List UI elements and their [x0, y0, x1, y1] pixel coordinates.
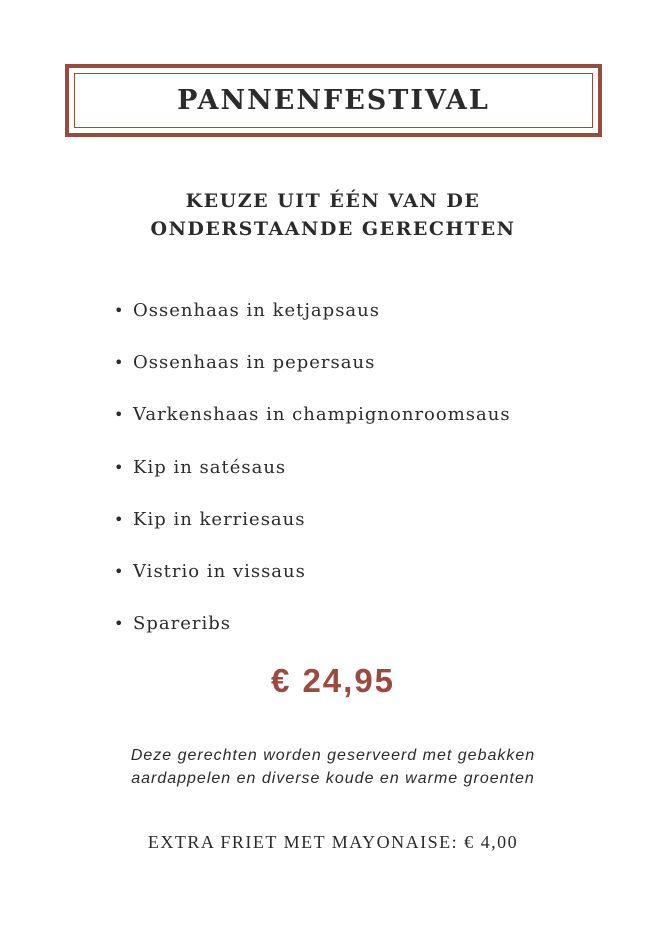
subtitle-line-2: ONDERSTAANDE GERECHTEN	[150, 218, 516, 240]
dish-label: Vistrio in vissaus	[133, 561, 306, 583]
dish-item	[114, 389, 511, 441]
subtitle-line-1: KEUZE UIT ÉÉN VAN DE	[185, 190, 481, 212]
title-frame	[65, 64, 602, 137]
dish-label: Ossenhaas in ketjapsaus	[133, 299, 380, 321]
dish-label: Kip in satésaus	[133, 456, 287, 478]
dish-label: Ossenhaas in pepersaus	[133, 351, 376, 373]
bullet-icon: •	[114, 562, 125, 582]
menu-subtitle	[0, 187, 666, 243]
bullet-icon: •	[114, 509, 125, 529]
bullet-icon: •	[114, 352, 125, 372]
dish-item	[114, 336, 511, 388]
bullet-icon: •	[114, 405, 125, 425]
serving-note	[0, 744, 666, 790]
price: € 24,95	[270, 662, 396, 699]
extra-fries-price: EXTRA FRIET MET MAYONAISE: € 4,00	[147, 832, 519, 852]
title-inner-border	[74, 73, 593, 128]
dish-label: Varkenshaas in champignonroomsaus	[133, 404, 511, 426]
serving-note-line-2: aardappelen en diverse koude en warme groenten	[131, 770, 535, 787]
dish-list	[114, 284, 511, 650]
dish-item	[114, 545, 511, 597]
dish-item	[114, 598, 511, 650]
dish-item	[114, 441, 511, 493]
bullet-icon: •	[114, 457, 125, 477]
dish-item	[114, 284, 511, 336]
bullet-icon: •	[114, 614, 125, 634]
page-title: PANNENFESTIVAL	[177, 85, 490, 116]
dish-label: Spareribs	[133, 613, 231, 635]
dish-item	[114, 493, 511, 545]
dish-label: Kip in kerriesaus	[133, 508, 306, 530]
bullet-icon: •	[114, 300, 125, 320]
serving-note-line-1: Deze gerechten worden geserveerd met gebakken	[130, 747, 536, 764]
